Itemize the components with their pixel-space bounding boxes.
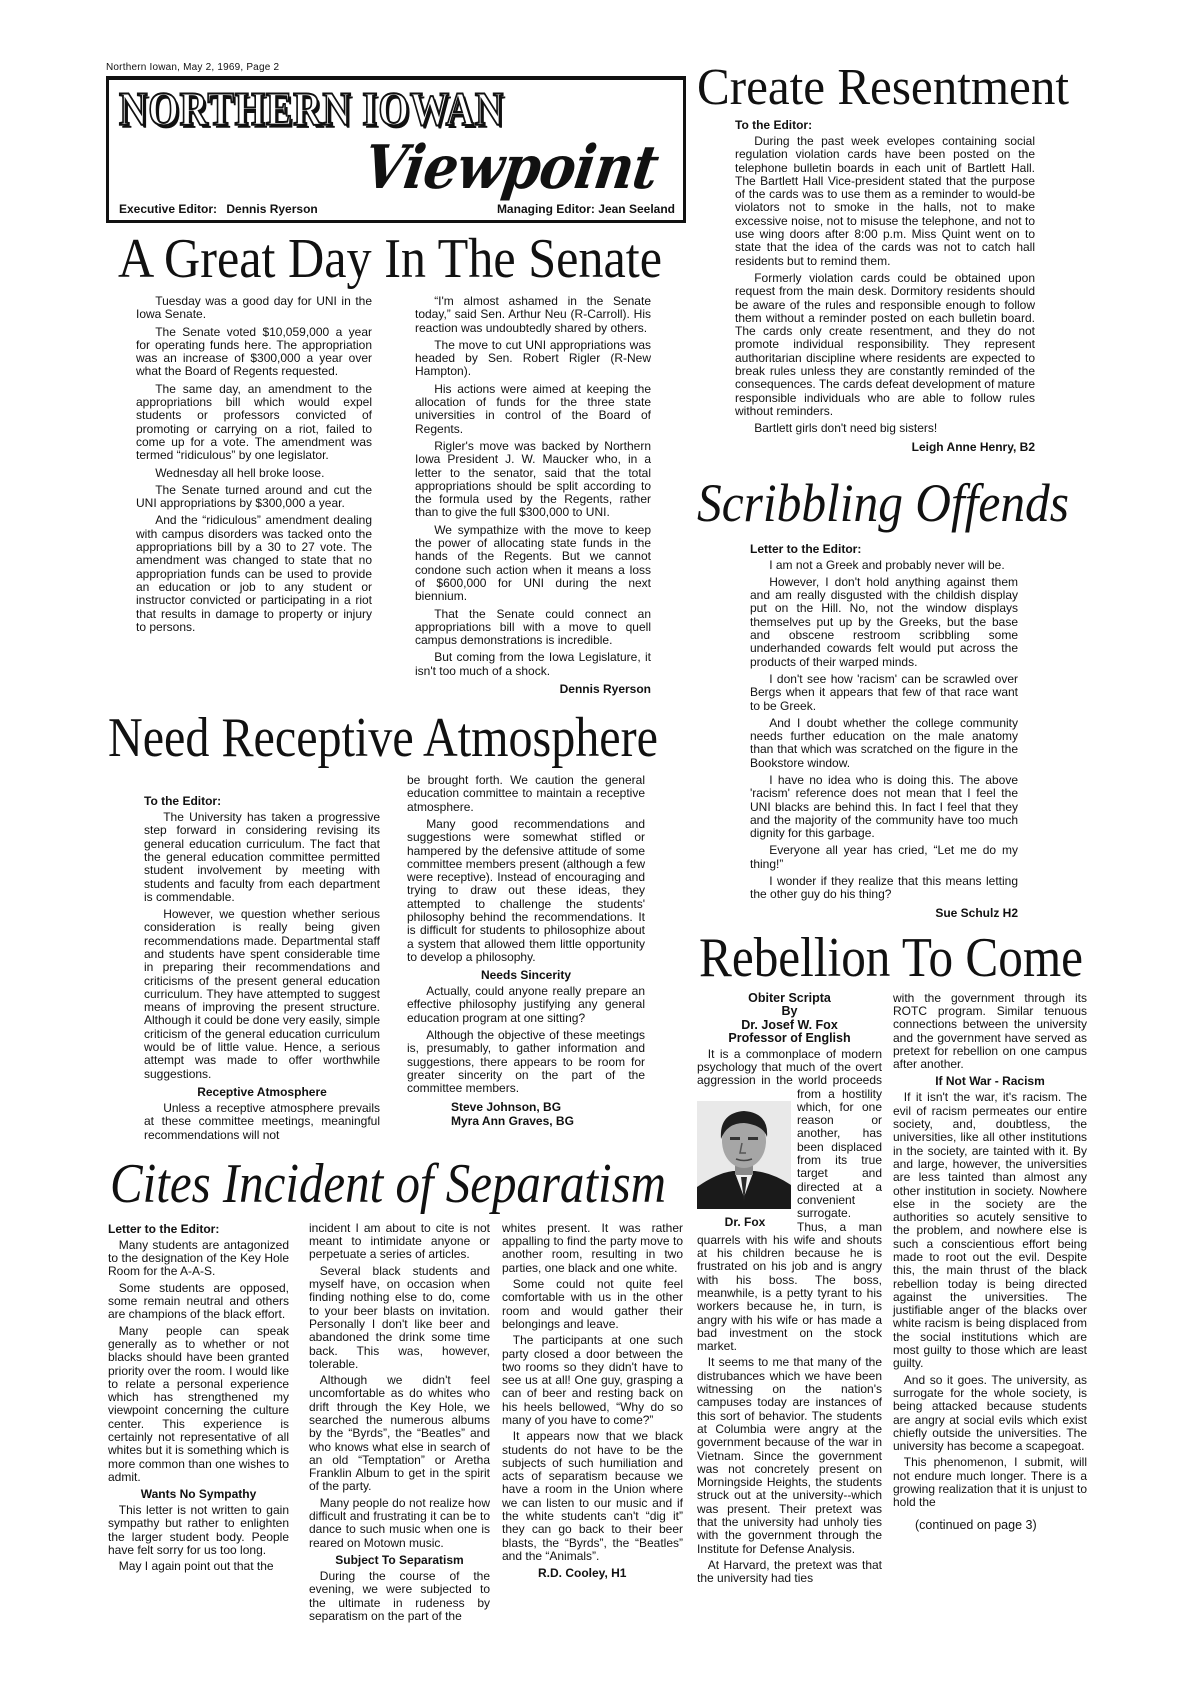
receptive-columns: [106, 774, 686, 1146]
section-name-text: Viewpoint: [359, 133, 663, 203]
separatism-column-2: [309, 1222, 490, 1626]
paragraph: Many people do not realize how difficult and frustrating it can be to dance to such music when one is reared on Motown music.: [309, 1495, 490, 1550]
paragraph: Tuesday was a good day for UNI in the Iowa Senate.: [136, 294, 372, 322]
separatism-headline: [110, 1152, 666, 1216]
subheading: Subject To Separatism: [335, 1552, 464, 1567]
senate-headline: [118, 228, 662, 290]
paragraph: Several black students and myself have, on occasion when finding nothing else to do, come to your beer blasts on invitation. Personally I don't like beer and abandoned the drink some time back. This was, however, tolerable.: [309, 1263, 490, 1371]
dateline: Northern Iowan, May 2, 1969, Page 2: [106, 62, 280, 73]
rebellion-column-b-body: [893, 992, 1087, 1510]
receptive-salutation: To the Editor:: [144, 794, 222, 809]
managing-editor: [497, 202, 675, 216]
scribbling-headline: [697, 472, 1069, 534]
author-photo: [697, 1101, 793, 1229]
byline-by: By: [781, 1004, 798, 1019]
separatism-columns: [106, 1222, 686, 1626]
paragraph: Everyone all year has cried, “Let me do my thing!”: [750, 843, 1018, 871]
paragraph: And the “ridiculous” amendment dealing with campus disorders was tacked onto the appropriations bill by a 30 to 27 vote. The amendment was changed to state that no appropriation funds can be used to provide an education or job to any student or instructor convicted or participating in a riot that results in damage to property or injury to persons.: [136, 513, 372, 634]
separatism-column-1-body: [108, 1239, 289, 1574]
paragraph: And I doubt whether the college community needs further education on the male anatomy than that which was scratched on the figure in the Bookstore window.: [750, 715, 1018, 770]
rebellion-column-a: [697, 992, 882, 1589]
paragraph: His actions were aimed at keeping the allocation of funds for the three state universities in control of the Board of Regents.: [415, 381, 651, 436]
resentment-headline: [697, 59, 1069, 116]
rebellion-headline-text: Rebellion To Come: [699, 926, 1083, 989]
senate-column-2: [415, 295, 651, 696]
scribbling-salutation: Letter to the Editor:: [750, 541, 862, 556]
masthead-box: [106, 76, 686, 223]
receptive-column-2-body: [407, 774, 645, 1096]
continued-notice: (continued on page 3): [915, 1517, 1037, 1532]
paragraph: Some could not quite feel comfortable with us in the other room and would gather their belongings and leave.: [502, 1277, 683, 1331]
paper-name-text: NORTHERN IOWAN: [119, 83, 505, 136]
scribbling-article: [750, 542, 1018, 920]
subheading: Wants No Sympathy: [140, 1487, 257, 1502]
left-region: [106, 62, 686, 1626]
paragraph: “I'm almost ashamed in the Senate today,” said Sen. Arthur Neu (R-Carroll). His reaction was undoubtedly shared by others.: [415, 294, 651, 335]
paragraph: It seems to me that many of the distrubances which we have been witnessing on the nation's campuses today are instances of this sort of behavior. The students at Columbia were angry at the government because of the war in Vietnam. Since the government was not concretely present on Morningside Heights, the students struck out at the university--which was present. Their pretext was that the university had unholy ties with the government through the Institute for Defense Analysis.: [697, 1355, 882, 1556]
column-name: Obiter Scripta: [748, 990, 831, 1005]
paragraph: However, I don't hold anything against them and am really disgusted with the childish display put on the Hill. No, not the window displays themselves put up by the Greeks, but the base and obscene restroom scribbling some underhanded cowards felt would put across the products of their warped minds.: [750, 574, 1018, 669]
resentment-body: [735, 135, 1035, 436]
paragraph: Some students are opposed, some remain neutral and others are champions of the black effort.: [108, 1280, 289, 1322]
paragraph: Many students are antagonized to the designation of the Key Hole Room for the A-A-S.: [108, 1237, 289, 1279]
senate-column-2-body: [415, 295, 651, 678]
senate-signature: Dennis Ryerson: [559, 682, 651, 697]
scribbling-body: [750, 559, 1018, 902]
editors-row: [119, 202, 675, 216]
paragraph: I have no idea who is doing this. The above 'racism' reference does not mean that I feel the UNI blacks are behind this. In fact I feel that they and the majority of the community have too much dignity for this garbage.: [750, 772, 1018, 841]
paragraph-continued: whites present. It was rather appalling to find the party move to another room, resulting in two parties, one black and one white.: [502, 1220, 683, 1275]
photo-caption: Dr. Fox: [724, 1214, 766, 1229]
scribbling-signature: Sue Schulz H2: [935, 905, 1018, 920]
paragraph: I don't see how 'racism' can be scrawled over Bergs when it appears that few of that race want to be Greek.: [750, 671, 1018, 713]
separatism-column-3: [502, 1222, 683, 1580]
paragraph: Rigler's move was backed by Northern Iowa President J. W. Maucker who, in a letter to the senator, said that the total appropriations should be split according to the formula used by the Regents, rather than to give the full $300,000 to UNI.: [415, 438, 651, 520]
paragraph: May I again point out that the: [118, 1559, 274, 1574]
senate-columns: [106, 295, 686, 696]
author-portrait-image: [697, 1101, 791, 1209]
resentment-signature: Leigh Anne Henry, B2: [911, 439, 1035, 454]
rebellion-byline: [697, 992, 882, 1046]
rebellion-columns: [697, 992, 1089, 1589]
paragraph-continued: incident I am about to cite is not meant to intimidate anyone or perpetuate a series of articles.: [309, 1220, 490, 1262]
paragraph: The Senate turned around and cut the UNI appropriations by $300,000 a year.: [136, 482, 372, 511]
executive-editor: [119, 202, 318, 216]
subheading: Needs Sincerity: [480, 968, 572, 983]
paragraph: That the Senate could connect an appropriations bill with a move to quell campus demonstrations is incredible.: [415, 606, 651, 648]
rebellion-column-b: [893, 992, 1087, 1532]
paragraph: I wonder if they realize that this means letting the other guy do his thing?: [750, 874, 1018, 902]
paragraph: Unless a receptive atmosphere prevails at these committee meetings, meaningful recommendations will not: [144, 1100, 380, 1142]
resentment-salutation: To the Editor:: [735, 118, 813, 132]
paragraph: The University has taken a progressive step forward in considering revising its general education curriculum. The fact that the general education committee permitted student involvement by meeting with students and faculty from each department is commendable.: [144, 810, 380, 904]
receptive-column-1-body: [144, 811, 380, 1142]
paragraph: Wednesday all hell broke loose.: [155, 465, 325, 480]
senate-headline-text: A Great Day In The Senate: [118, 228, 662, 290]
section-name-logo: [119, 133, 675, 203]
paragraph: At Harvard, the pretext was that the university had ties: [697, 1557, 882, 1586]
separatism-column-3-body: [502, 1222, 683, 1563]
paragraph: I am not a Greek and probably never will be.: [769, 557, 1005, 572]
paragraph: Many good recommendations and suggestions were somewhat stifled or hampered by the defensive attitude of some committee members present (although a few were receptive). Instead of encouraging and trying to draw out these ideas, they attempted to challenge the students' philosophy behind the recommendations. It is difficult for students to philosophize about a system that allowed them little opportunity to develop a philosophy.: [407, 816, 645, 964]
paragraph: And so it goes. The university, as surrogate for the whole society, is being attacked because students are angry at social evils which exist chiefly outside the universities. The university has become a scapegoat.: [893, 1372, 1087, 1454]
paper-name-logo: [119, 84, 675, 136]
separatism-headline-text: Cites Incident of Separatism: [110, 1152, 666, 1215]
paragraph: Bartlett girls don't need big sisters!: [754, 421, 938, 436]
receptive-headline: [108, 707, 658, 770]
receptive-column-1: [144, 774, 380, 1146]
right-region: [697, 59, 1089, 1589]
paragraph: The same day, an amendment to the appropriations bill which would expel students or professors convicted of promoting or carrying on a riot, failed to come up for a vote. The amendment was termed “ridiculous” by one legislator.: [136, 381, 372, 463]
paragraph: If it isn't the war, it's racism. The evil of racism permeates our entire society, and, doubtless, the universities, like all other institutions in the society, are tainted with it. By and large, however, the universities are less tainted than almost any other institution in society. Nowhere else in the society are the authorities so acutely sensitive to the problem, and nowhere else is such a conscientious effort being made to root out the evil. Despite this, the main thrust of the black rebellion today is being directed against the universities. The justifiable anger of the blacks over white racism is being displaced from the social institutions which are most guilty to those which are least guilty.: [893, 1090, 1087, 1371]
paragraph: Although the objective of these meetings is, presumably, to gather information and suggestions, there appears to be room for greater sincerity on the part of the committee members.: [407, 1028, 645, 1096]
paragraph: This letter is not written to gain sympathy but rather to enlighten the larger student body. People have felt sorry for us too long.: [108, 1503, 289, 1558]
executive-editor-name: Dennis Ryerson: [226, 202, 318, 216]
senate-column-1: [136, 295, 372, 638]
paragraph: The participants at one such party closed a door between the two rooms so they didn't have to see us at all! One guy, grasping a can of beer and resting back on his heels bellowed, “Why do so many of you have to come?”: [502, 1333, 683, 1427]
managing-editor-name: Jean Seeland: [598, 202, 675, 216]
executive-editor-label: Executive Editor:: [119, 202, 218, 216]
managing-editor-label: Managing Editor:: [496, 202, 595, 216]
paragraph: This phenomenon, I submit, will not endure much longer. There is a growing realization that it is unjust to hold the: [893, 1455, 1087, 1510]
receptive-column-2: [407, 774, 645, 1128]
author-name: Dr. Josef W. Fox: [741, 1017, 838, 1032]
paragraph-continued: be brought forth. We caution the general education committee to maintain a receptive atmosphere.: [407, 773, 645, 814]
paragraph: We sympathize with the move to keep the power of allocating state funds in the hands of the Regents. But we cannot condone such action when it means a loss of $600,000 for UNI during the next biennium.: [415, 522, 651, 604]
paragraph: Formerly violation cards could be obtained upon request from the main desk. Dormitory residents should be aware of the rules and responsible enough to follow them without a reminder posted on each bulletin board. The cards only create resentment, and they do not promote individual responsibility. They represent authoritarian discipline where residents are expected to break rules unless they are constantly reminded of the consequences. The cards defeat development of mature responsible individuals who are able to follow rules without reminders.: [735, 270, 1035, 418]
paragraph: It is a commonplace of modern psychology that much of the overt aggression in the world proceeds from a hostility which, for one reason or another, has been displaced from its true target and directed at a convenient surrogate. Thus, a man quarrels with his wife and shouts at his children because he is frustrated on his job and is angry with his boss. The boss, meanwhile, is a petty tyrant to his workers because he, in turn, is angry with his wife or has made a bad investment on the stock market.: [697, 1046, 882, 1354]
paragraph: The Senate voted $10,059,000 a year for operating funds here. The appropriation was an increase of $300,000 a year over what the Board of Regents requested.: [136, 324, 372, 379]
resentment-headline-text: Create Resentment: [697, 59, 1069, 116]
paragraph: During the course of the evening, we were subjected to the ultimate in rudeness by separatism on the part of the: [309, 1568, 490, 1623]
paragraph: Actually, could anyone really prepare an effective philosophy justifying any general education program at one sitting?: [407, 984, 645, 1025]
paragraph: Many people can speak generally as to whether or not blacks should have been granted priority over the room. I would like to relate a personal experience which has strengthened my viewpoint concerning the culture center. This experience is certainly not representative of all whites but it is something which is more common than one wishes to admit.: [108, 1323, 289, 1484]
separatism-salutation: Letter to the Editor:: [108, 1221, 220, 1236]
rebellion-headline: [699, 926, 1083, 989]
receptive-signature-1: Steve Johnson, BG: [451, 1099, 562, 1114]
paragraph: Although we didn't feel uncomfortable as do whites who drift through the Key Hole, we searched the numerous albums by the “Byrds”, the “Beatles” and who knows what else in search of an old “Temptation” or Aretha Franklin Album to get in the spirit of the party.: [309, 1373, 490, 1494]
subheading: Receptive Atmosphere: [197, 1084, 327, 1099]
paragraph: But coming from the Iowa Legislature, it isn't too much of a shock.: [415, 650, 651, 678]
resentment-article: [735, 118, 1035, 454]
paragraph: The move to cut UNI appropriations was headed by Sen. Robert Rigler (R-New Hampton).: [415, 337, 651, 379]
paragraph: It appears now that we black students do not have to be the subjects of such humiliation and acts of separatism because we have a room in the Union where we can listen to our music and if the white students can't “dig it” they can go back to their beer blasts, the “Byrds”, the “Beatles” and the “Animals”.: [502, 1429, 683, 1563]
separatism-signature: R.D. Cooley, H1: [538, 1566, 627, 1581]
paragraph-continued: with the government through its ROTC program. Similar tenuous connections between the university and the government have served as pretext for rebellion on one campus after another.: [893, 990, 1087, 1072]
separatism-column-1: [108, 1222, 289, 1577]
paragraph: During the past week evelopes containing social regulation violation cards have been posted on the telephone bulletin boards in each unit of Bartlett Hall. The Bartlett Hall Vice-president stated that the purpose of the cards was to use them as a reminder to would-be violators not to smoke in the halls, not to make excessive noise, not to misuse the telephone, and not to use wing doors after 8:00 p.m. Miss Quint went on to state that the idea of the cards was not to catch hall residents but to remind them.: [735, 134, 1035, 268]
paragraph: However, we question whether serious consideration is really being given recommendations made. Departmental staff and students have spent considerable time in preparing their recommendations and criticisms of the present general education curriculum. They have attempted to suggest means of improving the present structure. Although it could be done very easily, simple criticism of the general education curriculum would be of little value. Hence, a serious attempt was made to offer worthwhile suggestions.: [144, 907, 380, 1081]
scribbling-headline-text: Scribbling Offends: [697, 472, 1069, 533]
receptive-headline-text: Need Receptive Atmosphere: [108, 707, 658, 770]
author-title: Professor of English: [728, 1031, 851, 1046]
receptive-signature-2: Myra Ann Graves, BG: [451, 1113, 574, 1128]
subheading: If Not War - Racism: [935, 1074, 1045, 1089]
